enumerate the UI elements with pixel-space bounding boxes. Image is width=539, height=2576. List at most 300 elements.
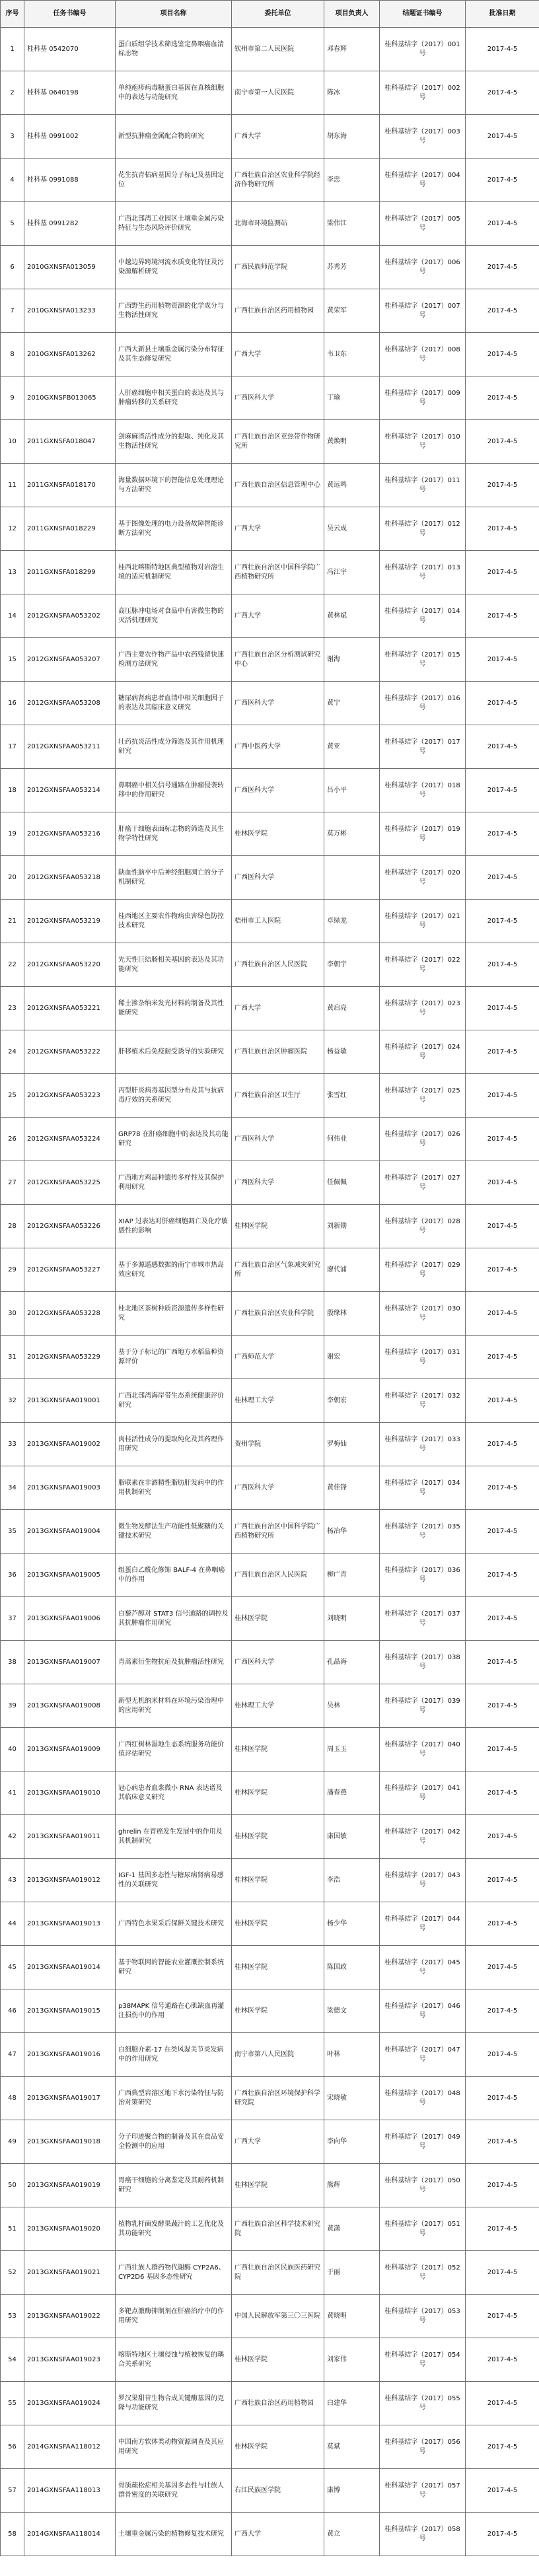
cell-index: 9 [1, 376, 24, 420]
cell-unit: 广西壮族自治区人民医院 [232, 943, 324, 987]
table-row [1, 594, 539, 638]
cell-certificate: 桂科基结字（2017）025号 [380, 1074, 466, 1118]
table-row [1, 2120, 539, 2164]
cell-approval-date: 2017-4-5 [466, 420, 539, 464]
cell-project-name: 人肝癌细胞中相关蛋白的表达及其与肿瘤转移的关系研究 [116, 376, 232, 420]
table-row [1, 1336, 539, 1379]
cell-leader: 廖代浦 [324, 1248, 380, 1292]
cell-task-number: 桂科基 0991282 [24, 202, 116, 246]
cell-project-name: 广西壮族人群药物代谢酶 CYP2A6、CYP2D6 基因多态性研究 [116, 2251, 232, 2295]
cell-index: 39 [1, 1684, 24, 1728]
table-header-row [1, 1, 539, 28]
cell-task-number: 2012GXNSFAA053216 [24, 812, 116, 856]
cell-unit: 广西壮族自治区分析测试研究中心 [232, 638, 324, 682]
cell-certificate: 桂科基结字（2017）015号 [380, 638, 466, 682]
cell-task-number: 2012GXNSFAA053220 [24, 943, 116, 987]
cell-approval-date: 2017-4-5 [466, 1248, 539, 1292]
cell-index: 1 [1, 28, 24, 71]
table-row [1, 1118, 539, 1161]
cell-task-number: 2013GXNSFAA019022 [24, 2295, 116, 2338]
cell-certificate: 桂科基结字（2017）034号 [380, 1466, 466, 1510]
cell-leader: 李朝宇 [324, 943, 380, 987]
cell-unit: 广西壮族自治区科学技术研究院 [232, 2207, 324, 2251]
cell-index: 49 [1, 2120, 24, 2164]
cell-task-number: 2010GXNSFA013262 [24, 333, 116, 376]
cell-approval-date: 2017-4-5 [466, 1336, 539, 1379]
table-row [1, 507, 539, 551]
cell-approval-date: 2017-4-5 [466, 376, 539, 420]
cell-certificate: 桂科基结字（2017）005号 [380, 202, 466, 246]
cell-approval-date: 2017-4-5 [466, 1946, 539, 1989]
table-row [1, 1859, 539, 1902]
header-approval-date: 批准日期 [466, 1, 539, 28]
cell-leader: 陈冰 [324, 71, 380, 115]
cell-task-number: 2012GXNSFAA053208 [24, 682, 116, 725]
cell-index: 58 [1, 2513, 24, 2556]
cell-project-name: 组蛋白乙酰化修饰 BALF-4 在鼻咽癌中的作用 [116, 1554, 232, 1597]
cell-unit: 广西壮族自治区肿瘤医院 [232, 1030, 324, 1074]
cell-leader: 李忠 [324, 159, 380, 202]
cell-project-name: 植物乳杆菌发酵果蔬汁的工艺优化及其功能研究 [116, 2207, 232, 2251]
cell-unit: 广西医科大学 [232, 1161, 324, 1205]
cell-index: 19 [1, 812, 24, 856]
cell-unit: 贺州学院 [232, 1423, 324, 1466]
table-row [1, 682, 539, 725]
cell-unit: 桂林医学院 [232, 1946, 324, 1989]
cell-task-number: 2013GXNSFAA019001 [24, 1379, 116, 1423]
cell-index: 21 [1, 900, 24, 943]
cell-unit: 广西大学 [232, 987, 324, 1030]
cell-index: 24 [1, 1030, 24, 1074]
cell-project-name: 单纯疱疹病毒糖蛋白基因在真核细胞中的表达与功能研究 [116, 71, 232, 115]
cell-task-number: 桂科基 0640198 [24, 71, 116, 115]
cell-leader: 任佩佩 [324, 1161, 380, 1205]
cell-task-number: 2013GXNSFAA019019 [24, 2164, 116, 2207]
cell-task-number: 2013GXNSFAA019013 [24, 1902, 116, 1946]
cell-index: 36 [1, 1554, 24, 1597]
cell-leader: 白建华 [324, 2382, 380, 2425]
cell-project-name: 基于分子标记的广西地方水稻品种资源评价 [116, 1336, 232, 1379]
cell-certificate: 桂科基结字（2017）041号 [380, 1771, 466, 1815]
cell-project-name: 丙型肝炎病毒基因型分布及其与抗病毒疗效的关系研究 [116, 1074, 232, 1118]
table-row [1, 202, 539, 246]
header-task-number: 任务书编号 [24, 1, 116, 28]
cell-project-name: 广西野生药用植物资源的化学成分与生物活性研究 [116, 289, 232, 333]
cell-unit: 广西大学 [232, 2513, 324, 2556]
table-row [1, 246, 539, 289]
cell-task-number: 2010GXNSFA013233 [24, 289, 116, 333]
cell-leader: 吴林 [324, 1684, 380, 1728]
cell-certificate: 桂科基结字（2017）030号 [380, 1292, 466, 1336]
cell-unit: 桂林医学院 [232, 2425, 324, 2469]
cell-unit: 广西师范大学 [232, 1336, 324, 1379]
table-row [1, 638, 539, 682]
table-row [1, 2469, 539, 2513]
cell-approval-date: 2017-4-5 [466, 1423, 539, 1466]
cell-unit: 广西壮族自治区气象减灾研究所 [232, 1248, 324, 1292]
cell-certificate: 桂科基结字（2017）026号 [380, 1118, 466, 1161]
cell-project-name: 骨质疏松症相关基因多态性与壮族人群骨密度的关联研究 [116, 2469, 232, 2513]
cell-approval-date: 2017-4-5 [466, 1771, 539, 1815]
cell-task-number: 2011GXNSFA018299 [24, 551, 116, 594]
cell-approval-date: 2017-4-5 [466, 2207, 539, 2251]
cell-certificate: 桂科基结字（2017）048号 [380, 2077, 466, 2120]
table-row [1, 551, 539, 594]
cell-approval-date: 2017-4-5 [466, 856, 539, 900]
cell-unit: 广西医科大学 [232, 769, 324, 812]
cell-certificate: 桂科基结字（2017）027号 [380, 1161, 466, 1205]
cell-unit: 广西医科大学 [232, 1641, 324, 1684]
cell-certificate: 桂科基结字（2017）022号 [380, 943, 466, 987]
table-row [1, 2077, 539, 2120]
cell-index: 47 [1, 2033, 24, 2077]
table-row [1, 1641, 539, 1684]
cell-task-number: 桂科基 0991002 [24, 115, 116, 159]
cell-task-number: 2013GXNSFAA019005 [24, 1554, 116, 1597]
cell-unit: 广西壮族自治区农业科学院 [232, 1292, 324, 1336]
cell-unit: 桂林医学院 [232, 2338, 324, 2382]
cell-unit: 广西壮族自治区农业科学院经济作物研究所 [232, 159, 324, 202]
cell-project-name: GRP78 在肝癌细胞中的表达及其功能研究 [116, 1118, 232, 1161]
cell-index: 10 [1, 420, 24, 464]
cell-unit: 钦州市第二人民医院 [232, 28, 324, 71]
cell-task-number: 2012GXNSFAA053224 [24, 1118, 116, 1161]
cell-certificate: 桂科基结字（2017）046号 [380, 1989, 466, 2033]
cell-approval-date: 2017-4-5 [466, 2382, 539, 2425]
cell-index: 30 [1, 1292, 24, 1336]
cell-unit: 桂林理工大学 [232, 1684, 324, 1728]
cell-project-name: 脂联素在非酒精性脂肪肝发病中的作用机制研究 [116, 1466, 232, 1510]
cell-project-name: 广西典型岩溶区地下水污染特征与防治对策研究 [116, 2077, 232, 2120]
cell-leader: 韦卫东 [324, 333, 380, 376]
cell-unit: 桂林医学院 [232, 1205, 324, 1248]
cell-project-name: 冠心病患者血浆微小 RNA 表达谱及其临床意义研究 [116, 1771, 232, 1815]
cell-task-number: 2011GXNSFA018229 [24, 507, 116, 551]
cell-task-number: 2013GXNSFAA019020 [24, 2207, 116, 2251]
cell-project-name: 微生物发酵法生产功能性低聚糖的关键技术研究 [116, 1510, 232, 1554]
cell-unit: 广西壮族自治区人民医院 [232, 1554, 324, 1597]
cell-index: 27 [1, 1161, 24, 1205]
cell-project-name: 高压脉冲电场对食品中有害微生物的灭活机理研究 [116, 594, 232, 638]
cell-leader: 柳广青 [324, 1554, 380, 1597]
cell-unit: 右江民族医学院 [232, 2469, 324, 2513]
table-row [1, 2251, 539, 2295]
cell-project-name: 新型抗肿瘤金属配合物的研究 [116, 115, 232, 159]
cell-index: 23 [1, 987, 24, 1030]
cell-project-name: 胃癌干细胞的分离鉴定及其耐药机制研究 [116, 2164, 232, 2207]
cell-approval-date: 2017-4-5 [466, 1597, 539, 1641]
cell-approval-date: 2017-4-5 [466, 246, 539, 289]
header-certificate: 结题证书编号 [380, 1, 466, 28]
cell-approval-date: 2017-4-5 [466, 1118, 539, 1161]
cell-leader: 康博 [324, 2469, 380, 2513]
table-row [1, 1815, 539, 1859]
table-row [1, 289, 539, 333]
cell-project-name: 桂北地区茶树种质资源遗传多样性研究 [116, 1292, 232, 1336]
cell-leader: 黄亚 [324, 725, 380, 769]
cell-unit: 桂林医学院 [232, 1989, 324, 2033]
cell-leader: 刘家伟 [324, 2338, 380, 2382]
cell-project-name: 白细胞介素-17 在类风湿关节炎发病中的作用研究 [116, 2033, 232, 2077]
cell-certificate: 桂科基结字（2017）032号 [380, 1379, 466, 1423]
cell-leader: 李浩 [324, 1859, 380, 1902]
table-row [1, 1597, 539, 1641]
cell-leader: 罗梅仙 [324, 1423, 380, 1466]
table-row [1, 1771, 539, 1815]
cell-index: 28 [1, 1205, 24, 1248]
cell-index: 31 [1, 1336, 24, 1379]
cell-certificate: 桂科基结字（2017）004号 [380, 159, 466, 202]
cell-unit: 广西医科大学 [232, 376, 324, 420]
cell-unit: 广西医科大学 [232, 1118, 324, 1161]
cell-index: 53 [1, 2295, 24, 2338]
cell-certificate: 桂科基结字（2017）054号 [380, 2338, 466, 2382]
cell-project-name: 糖尿病肾病患者血清中相关细胞因子的表达及其临床意义研究 [116, 682, 232, 725]
cell-unit: 广西壮族自治区药用植物园 [232, 2382, 324, 2425]
cell-leader: 黄宁 [324, 682, 380, 725]
cell-index: 25 [1, 1074, 24, 1118]
cell-leader [324, 856, 380, 900]
cell-approval-date: 2017-4-5 [466, 1684, 539, 1728]
cell-task-number: 2012GXNSFAA053202 [24, 594, 116, 638]
cell-project-name: 中国南方软体类动物资源调查及其应用研究 [116, 2425, 232, 2469]
cell-unit: 广西壮族自治区中国科学院广西植物研究所 [232, 1510, 324, 1554]
cell-task-number: 2013GXNSFAA019002 [24, 1423, 116, 1466]
cell-certificate: 桂科基结字（2017）003号 [380, 115, 466, 159]
cell-project-name: 海量数据环境下的智能信息处理理论与方法研究 [116, 464, 232, 507]
cell-certificate: 桂科基结字（2017）024号 [380, 1030, 466, 1074]
cell-unit: 桂林医学院 [232, 1728, 324, 1771]
cell-approval-date: 2017-4-5 [466, 943, 539, 987]
cell-task-number: 2012GXNSFAA053207 [24, 638, 116, 682]
table-row [1, 725, 539, 769]
cell-leader: 孔晶海 [324, 1641, 380, 1684]
cell-task-number: 2013GXNSFAA019018 [24, 2120, 116, 2164]
cell-approval-date: 2017-4-5 [466, 682, 539, 725]
cell-certificate: 桂科基结字（2017）002号 [380, 71, 466, 115]
cell-unit: 广西壮族自治区亚热带作物研究所 [232, 420, 324, 464]
cell-certificate: 桂科基结字（2017）040号 [380, 1728, 466, 1771]
cell-unit: 桂林医学院 [232, 1902, 324, 1946]
cell-task-number: 2011GXNSFA018047 [24, 420, 116, 464]
table-row [1, 1030, 539, 1074]
cell-task-number: 2013GXNSFAA019009 [24, 1728, 116, 1771]
cell-approval-date: 2017-4-5 [466, 638, 539, 682]
cell-certificate: 桂科基结字（2017）031号 [380, 1336, 466, 1379]
cell-leader: 黄焕明 [324, 420, 380, 464]
cell-leader: 黄佳锋 [324, 1466, 380, 1510]
cell-unit: 广西大学 [232, 333, 324, 376]
cell-unit: 广西大学 [232, 507, 324, 551]
cell-leader: 宋晓敏 [324, 2077, 380, 2120]
cell-project-name: 肝癌干细胞表面标志物的筛选及其生物学特性研究 [116, 812, 232, 856]
cell-task-number: 2010GXNSFB013065 [24, 376, 116, 420]
cell-leader: 黄立 [324, 2513, 380, 2556]
cell-approval-date: 2017-4-5 [466, 1074, 539, 1118]
cell-task-number: 2013GXNSFAA019004 [24, 1510, 116, 1554]
cell-leader: 梁伟江 [324, 202, 380, 246]
cell-project-name: 缺血性脑卒中后神经细胞凋亡的分子机制研究 [116, 856, 232, 900]
cell-approval-date: 2017-4-5 [466, 900, 539, 943]
cell-task-number: 2013GXNSFAA019016 [24, 2033, 116, 2077]
cell-certificate: 桂科基结字（2017）028号 [380, 1205, 466, 1248]
cell-index: 16 [1, 682, 24, 725]
cell-approval-date: 2017-4-5 [466, 1641, 539, 1684]
header-index: 序号 [1, 1, 24, 28]
table-row [1, 376, 539, 420]
cell-task-number: 2012GXNSFAA053218 [24, 856, 116, 900]
cell-project-name: 广西主要农作物产品中农药残留快速检测方法研究 [116, 638, 232, 682]
table-row [1, 1466, 539, 1510]
cell-unit: 广西大学 [232, 594, 324, 638]
cell-index: 26 [1, 1118, 24, 1161]
cell-project-name: 蛋白质组学技术筛选鉴定鼻咽癌血清标志物 [116, 28, 232, 71]
cell-task-number: 2010GXNSFA013059 [24, 246, 116, 289]
cell-approval-date: 2017-4-5 [466, 1728, 539, 1771]
cell-approval-date: 2017-4-5 [466, 1989, 539, 2033]
cell-index: 33 [1, 1423, 24, 1466]
cell-approval-date: 2017-4-5 [466, 1205, 539, 1248]
table-row [1, 2382, 539, 2425]
cell-task-number: 桂科基 0991088 [24, 159, 116, 202]
table-row [1, 159, 539, 202]
cell-unit: 南宁市第八人民医院 [232, 2033, 324, 2077]
cell-unit: 桂林医学院 [232, 1597, 324, 1641]
table-row [1, 2338, 539, 2382]
cell-approval-date: 2017-4-5 [466, 1510, 539, 1554]
table-row [1, 769, 539, 812]
cell-unit: 北海市环境监测站 [232, 202, 324, 246]
cell-leader: 梁德文 [324, 1989, 380, 2033]
cell-index: 48 [1, 2077, 24, 2120]
table-row [1, 333, 539, 376]
cell-approval-date: 2017-4-5 [466, 987, 539, 1030]
table-row [1, 1379, 539, 1423]
cell-leader: 于丽 [324, 2251, 380, 2295]
cell-task-number: 2013GXNSFAA019003 [24, 1466, 116, 1510]
cell-unit: 广西医科大学 [232, 1466, 324, 1510]
cell-unit: 广西医科大学 [232, 682, 324, 725]
cell-project-name: 基于物联网的智能农业灌溉控制系统研究 [116, 1946, 232, 1989]
table-row [1, 2425, 539, 2469]
table-row [1, 812, 539, 856]
cell-index: 42 [1, 1815, 24, 1859]
cell-leader: 殷缘林 [324, 1292, 380, 1336]
cell-certificate: 桂科基结字（2017）047号 [380, 2033, 466, 2077]
cell-project-name: 多靶点激酶抑制剂在肝癌治疗中的作用研究 [116, 2295, 232, 2338]
cell-approval-date: 2017-4-5 [466, 1466, 539, 1510]
cell-task-number: 2013GXNSFAA019024 [24, 2382, 116, 2425]
cell-index: 41 [1, 1771, 24, 1815]
table-row [1, 2295, 539, 2338]
cell-leader: 吴云成 [324, 507, 380, 551]
cell-leader: 熊辉 [324, 2164, 380, 2207]
cell-approval-date: 2017-4-5 [466, 1161, 539, 1205]
cell-leader: 刘新勋 [324, 1205, 380, 1248]
cell-certificate: 桂科基结字（2017）020号 [380, 856, 466, 900]
cell-approval-date: 2017-4-5 [466, 594, 539, 638]
cell-certificate: 桂科基结字（2017）057号 [380, 2469, 466, 2513]
cell-certificate: 桂科基结字（2017）042号 [380, 1815, 466, 1859]
cell-certificate: 桂科基结字（2017）037号 [380, 1597, 466, 1641]
cell-leader: 邓春辉 [324, 28, 380, 71]
cell-task-number: 2012GXNSFAA053223 [24, 1074, 116, 1118]
cell-unit: 广西壮族自治区药用植物园 [232, 289, 324, 333]
cell-approval-date: 2017-4-5 [466, 1902, 539, 1946]
table-row [1, 1161, 539, 1205]
cell-task-number: 2012GXNSFAA053222 [24, 1030, 116, 1074]
cell-approval-date: 2017-4-5 [466, 333, 539, 376]
table-row [1, 1554, 539, 1597]
cell-unit: 桂林医学院 [232, 2164, 324, 2207]
cell-leader: 冯江宇 [324, 551, 380, 594]
cell-project-name: 广西大新县土壤重金属污染分布特征及其生态修复研究 [116, 333, 232, 376]
cell-index: 20 [1, 856, 24, 900]
cell-task-number: 2012GXNSFAA053229 [24, 1336, 116, 1379]
cell-leader: 胡东海 [324, 115, 380, 159]
cell-index: 18 [1, 769, 24, 812]
cell-certificate: 桂科基结字（2017）036号 [380, 1554, 466, 1597]
cell-certificate: 桂科基结字（2017）019号 [380, 812, 466, 856]
table-row [1, 1292, 539, 1336]
cell-approval-date: 2017-4-5 [466, 464, 539, 507]
cell-unit: 桂林医学院 [232, 1771, 324, 1815]
cell-project-name: 基于图像处理的电力设备故障智能诊断方法研究 [116, 507, 232, 551]
cell-task-number: 2013GXNSFAA019015 [24, 1989, 116, 2033]
cell-unit: 桂林医学院 [232, 1815, 324, 1859]
cell-task-number: 2014GXNSFAA118014 [24, 2513, 116, 2556]
table-row [1, 2513, 539, 2556]
cell-certificate: 桂科基结字（2017）052号 [380, 2251, 466, 2295]
cell-index: 56 [1, 2425, 24, 2469]
cell-index: 22 [1, 943, 24, 987]
cell-project-name: 喀斯特地区土壤侵蚀与植被恢复的耦合关系研究 [116, 2338, 232, 2382]
cell-project-name: 桂西地区主要农作物病虫害绿色防控技术研究 [116, 900, 232, 943]
cell-leader: 李向华 [324, 2120, 380, 2164]
cell-unit: 广西壮族自治区信息管理中心 [232, 464, 324, 507]
cell-certificate: 桂科基结字（2017）056号 [380, 2425, 466, 2469]
cell-leader: 张雪红 [324, 1074, 380, 1118]
cell-certificate: 桂科基结字（2017）016号 [380, 682, 466, 725]
cell-approval-date: 2017-4-5 [466, 2513, 539, 2556]
cell-certificate: 桂科基结字（2017）012号 [380, 507, 466, 551]
cell-project-name: 罗汉果甜苷生物合成关键酶基因的克隆与功能研究 [116, 2382, 232, 2425]
cell-task-number: 2012GXNSFAA053226 [24, 1205, 116, 1248]
cell-project-name: 广西特色水果采后保鲜关键技术研究 [116, 1902, 232, 1946]
cell-certificate: 桂科基结字（2017）006号 [380, 246, 466, 289]
cell-leader: 莫万彬 [324, 812, 380, 856]
cell-task-number: 2012GXNSFAA053227 [24, 1248, 116, 1292]
cell-index: 51 [1, 2207, 24, 2251]
cell-leader: 谢海 [324, 638, 380, 682]
table-row [1, 1946, 539, 1989]
cell-leader: 黄晓明 [324, 2295, 380, 2338]
cell-unit: 桂林医学院 [232, 1859, 324, 1902]
cell-index: 13 [1, 551, 24, 594]
cell-index: 29 [1, 1248, 24, 1292]
table-row [1, 420, 539, 464]
cell-approval-date: 2017-4-5 [466, 115, 539, 159]
cell-approval-date: 2017-4-5 [466, 289, 539, 333]
cell-project-name: 新型无机纳米材料在环境污染治理中的应用研究 [116, 1684, 232, 1728]
cell-unit: 广西大学 [232, 2120, 324, 2164]
cell-index: 11 [1, 464, 24, 507]
cell-project-name: 青蒿素衍生物抗疟及抗肿瘤活性研究 [116, 1641, 232, 1684]
cell-certificate: 桂科基结字（2017）017号 [380, 725, 466, 769]
cell-unit: 南宁市第一人民医院 [232, 71, 324, 115]
cell-project-name: 广西地方鸡品种遗传多样性及其保护利用研究 [116, 1161, 232, 1205]
table-row [1, 2033, 539, 2077]
